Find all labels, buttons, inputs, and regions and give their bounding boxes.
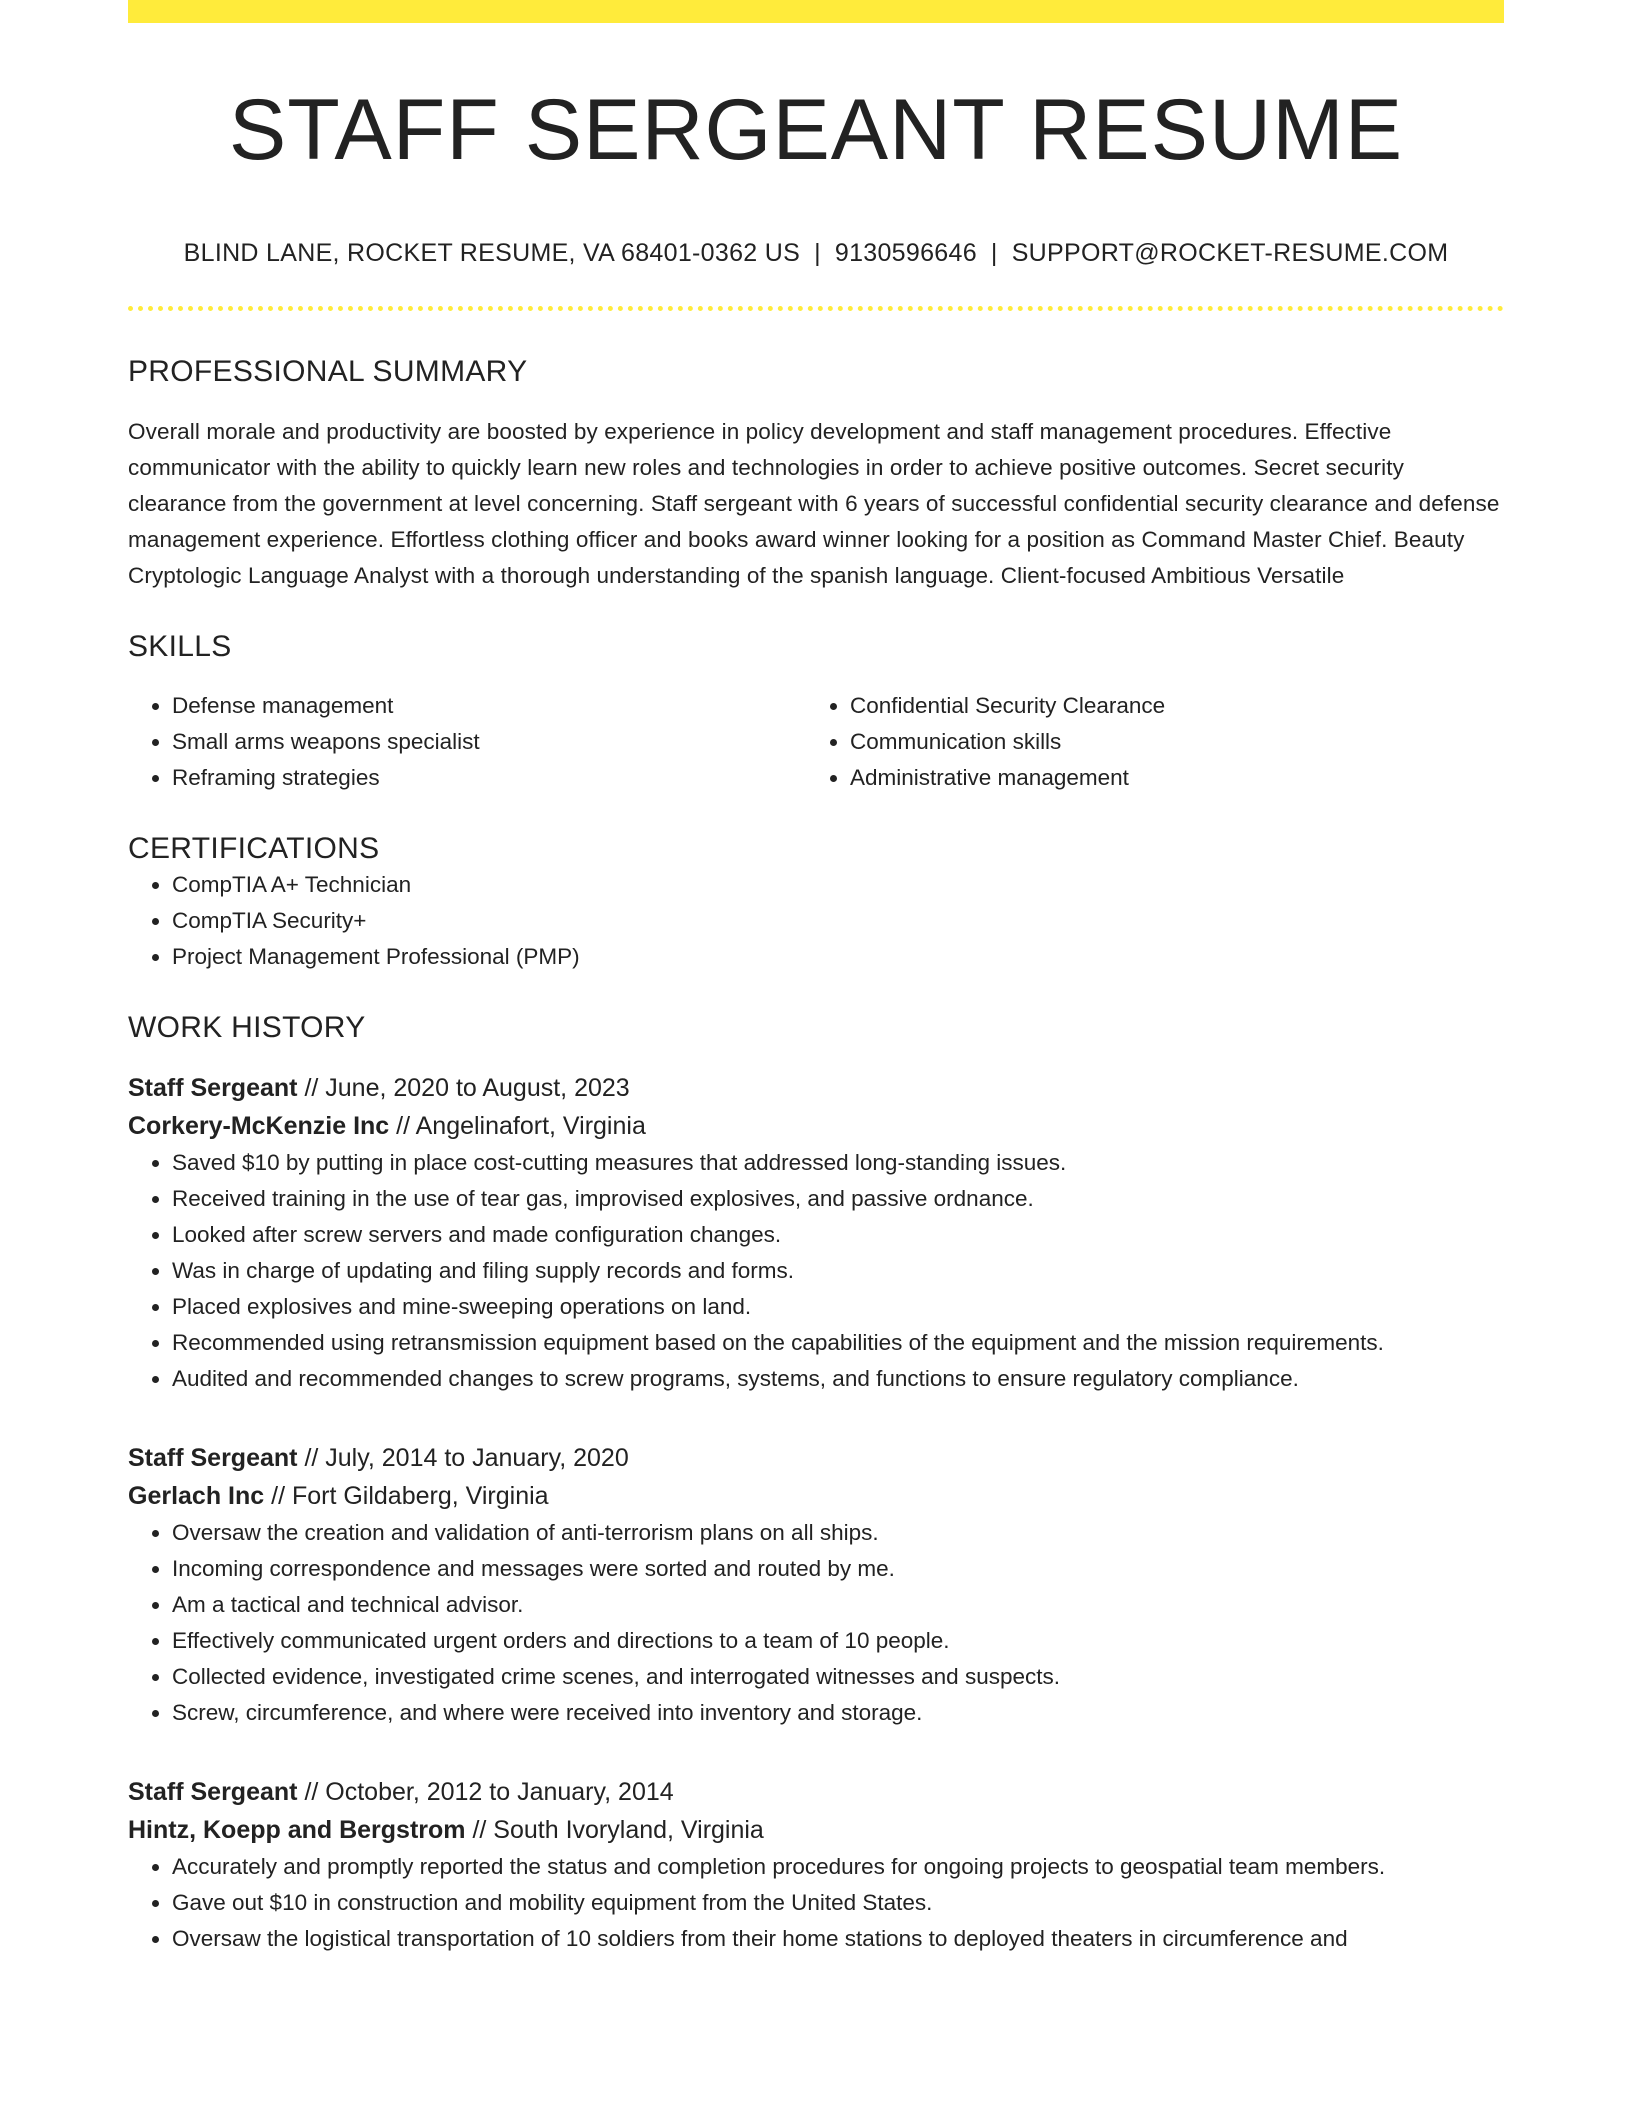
job-dates: // June, 2020 to August, 2023 — [304, 1074, 630, 1102]
list-item: • Communication skills — [850, 724, 1484, 760]
list-item: • Audited and recommended changes to screw programs, systems, and functions to ensure regulatory compliance. — [172, 1361, 1504, 1397]
contact-address: BLIND LANE, ROCKET RESUME, VA 68401-0362 US — [183, 239, 801, 267]
certifications-section — [128, 832, 1504, 975]
job-company-line — [128, 1107, 1504, 1145]
job-location: // Fort Gildaberg, Virginia — [271, 1482, 549, 1510]
list-item: • Effectively communicated urgent orders and directions to a team of 10 people. — [172, 1623, 1504, 1659]
job-bullets — [128, 1145, 1504, 1397]
list-item: • CompTIA Security+ — [172, 903, 1504, 939]
resume-page — [128, 0, 1504, 1957]
work-history-heading: WORK HISTORY — [128, 1010, 366, 1044]
list-item: • Small arms weapons specialist — [172, 724, 806, 760]
list-item: • Recommended using retransmission equipment based on the capabilities of the equipment and the mission requirements. — [172, 1325, 1504, 1361]
job-title-line — [128, 1773, 1504, 1811]
list-item: • Project Management Professional (PMP) — [172, 939, 1504, 975]
job-bullets — [128, 1849, 1504, 1957]
certifications-list — [128, 867, 1504, 975]
contact-separator: | — [814, 239, 821, 267]
list-item: • CompTIA A+ Technician — [172, 867, 1504, 903]
certifications-heading: CERTIFICATIONS — [128, 832, 380, 865]
job-company-line — [128, 1477, 1504, 1515]
header-divider — [128, 306, 1504, 311]
list-item: • Administrative management — [850, 760, 1484, 796]
contact-line — [128, 239, 1504, 268]
job-entry — [128, 1439, 1504, 1731]
job-location: // South Ivoryland, Virginia — [472, 1816, 764, 1844]
job-company: Corkery-McKenzie Inc — [128, 1112, 390, 1140]
job-company: Gerlach Inc — [128, 1482, 265, 1510]
job-title: Staff Sergeant — [128, 1444, 298, 1472]
contact-email: SUPPORT@ROCKET-RESUME.COM — [1011, 239, 1449, 267]
list-item: • Collected evidence, investigated crime scenes, and interrogated witnesses and suspects. — [172, 1659, 1504, 1695]
job-title-line — [128, 1439, 1504, 1477]
job-bullets — [128, 1515, 1504, 1731]
job-dates: // October, 2012 to January, 2014 — [304, 1778, 674, 1806]
list-item: • Placed explosives and mine-sweeping operations on land. — [172, 1289, 1504, 1325]
top-accent-bar — [128, 0, 1504, 23]
list-item: • Accurately and promptly reported the status and completion procedures for ongoing projects to geospatial team members. — [172, 1849, 1504, 1885]
contact-separator: | — [990, 239, 998, 267]
page-title: STAFF SERGEANT RESUME — [228, 82, 1404, 178]
job-company-line — [128, 1811, 1504, 1849]
list-item: • Was in charge of updating and filing supply records and forms. — [172, 1253, 1504, 1289]
job-entry — [128, 1069, 1504, 1397]
job-entry — [128, 1773, 1504, 1957]
list-item: • Defense management — [172, 688, 806, 724]
job-title: Staff Sergeant — [128, 1074, 298, 1102]
list-item: • Received training in the use of tear gas, improvised explosives, and passive ordnance. — [172, 1181, 1504, 1217]
contact-phone: 9130596646 — [834, 239, 977, 267]
summary-heading: PROFESSIONAL SUMMARY — [128, 355, 528, 388]
list-item: • Saved $10 by putting in place cost-cutting measures that addressed long-standing issues. — [172, 1145, 1504, 1181]
job-dates: // July, 2014 to January, 2020 — [304, 1444, 629, 1472]
list-item: • Reframing strategies — [172, 760, 806, 796]
list-item: • Oversaw the creation and validation of anti-terrorism plans on all ships. — [172, 1515, 1504, 1551]
list-item: • Confidential Security Clearance — [850, 688, 1484, 724]
job-location: // Angelinafort, Virginia — [396, 1112, 646, 1140]
job-title-line — [128, 1069, 1504, 1107]
skills-section — [128, 630, 1504, 797]
work-history-section — [128, 1011, 1504, 1958]
summary-section — [128, 355, 1504, 594]
list-item: • Incoming correspondence and messages were sorted and routed by me. — [172, 1551, 1504, 1587]
list-item: • Am a tactical and technical advisor. — [172, 1587, 1504, 1623]
job-company: Hintz, Koepp and Bergstrom — [128, 1816, 466, 1844]
job-title: Staff Sergeant — [128, 1778, 298, 1806]
skills-right-list — [806, 688, 1484, 796]
skills-left-list — [128, 688, 806, 796]
skills-grid — [128, 688, 1504, 796]
list-item: • Screw, circumference, and where were received into inventory and storage. — [172, 1695, 1504, 1731]
summary-text: Overall morale and productivity are boosted by experience in policy development and staff management procedures. Effective communicator with the ability to quickly learn new roles and technologies in order to achieve positive outcomes. Secret security clearance from the government at level concerning. Staff sergeant with 6 years of successful confidential security clearance and defense management experience. Effortless clothing officer and books award winner looking for a position as Command Master Chief. Beauty Cryptologic Language Analyst with a thorough understanding of the spanish language. Client-focused Ambitious Versatile — [128, 418, 1500, 588]
list-item: • Gave out $10 in construction and mobility equipment from the United States. — [172, 1885, 1504, 1921]
list-item: • Oversaw the logistical transportation of 10 soldiers from their home stations to deployed theaters in circumference and — [172, 1921, 1504, 1957]
skills-heading: SKILLS — [128, 629, 232, 663]
list-item: • Looked after screw servers and made configuration changes. — [172, 1217, 1504, 1253]
